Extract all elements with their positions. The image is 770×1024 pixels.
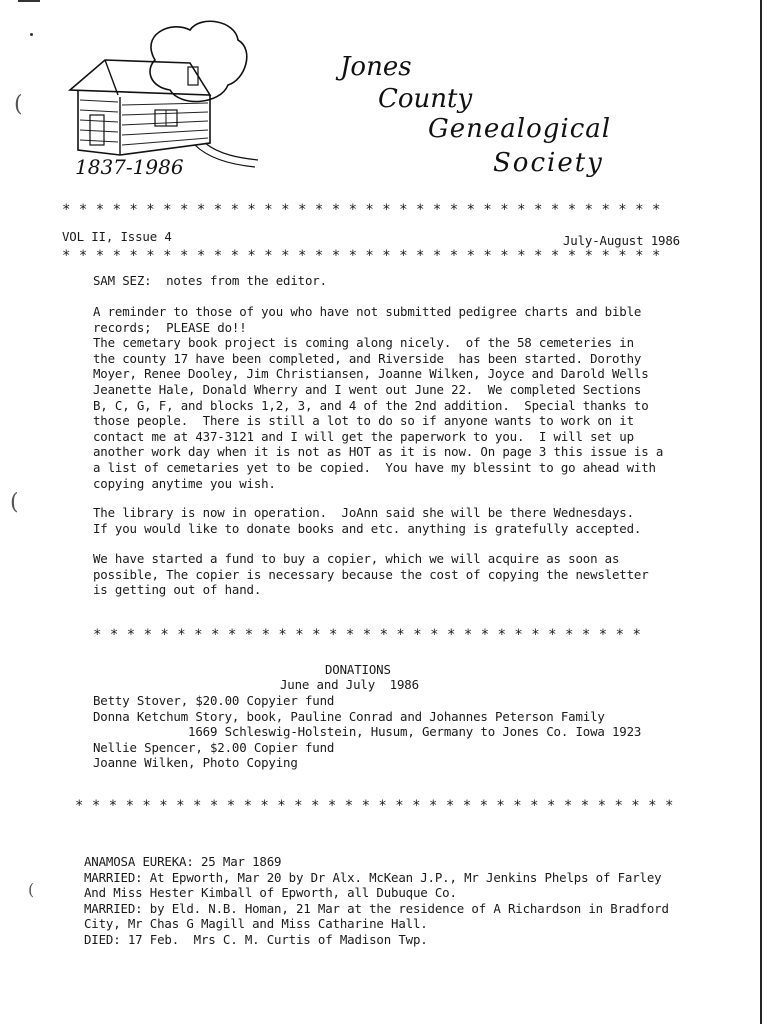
- society-title-line-1: Jones: [340, 52, 412, 82]
- eureka-line: MARRIED: At Epworth, Mar 20 by Dr Alx. McKean J.P., Mr Jenkins Phelps of Farley: [84, 869, 662, 885]
- donation-entry: Nellie Spencer, $2.00 Copier fund: [93, 739, 335, 755]
- scan-smudge: [18, 0, 40, 2]
- binder-hole-mark: (: [28, 880, 35, 899]
- donation-entry: Betty Stover, $20.00 Copyier fund: [93, 693, 335, 708]
- page-edge: [760, 0, 762, 1024]
- star-divider: * * * * * * * * * * * * * * * * * * * * * * * * * * * * * * * * *: [93, 627, 641, 643]
- binder-hole-mark: (: [14, 92, 23, 117]
- eureka-line: MARRIED: by Eld. N.B. Homan, 21 Mar at the residence of A Richardson in Bradford: [84, 900, 669, 916]
- star-divider: * * * * * * * * * * * * * * * * * * * * * * * * * * * * * * * * * * * *: [75, 798, 674, 814]
- society-title-line-4: Society: [493, 148, 604, 178]
- issue-date: July-August 1986: [563, 233, 680, 248]
- society-title-line-2: County: [378, 84, 473, 114]
- star-divider: * * * * * * * * * * * * * * * * * * * * * * * * * * * * * * * * * * * *: [62, 248, 661, 264]
- society-title-line-3: Genealogical: [428, 114, 612, 144]
- donation-entry: Joanne Wilken, Photo Copying: [93, 755, 298, 771]
- anamosa-eureka-section: [84, 854, 669, 948]
- editor-paragraph-2: The library is now in operation. JoAnn said she will be there Wednesdays. If you would like to donate books and etc. anything is gratefully accepted.: [93, 505, 642, 536]
- editor-paragraph-1: A reminder to those of you who have not submitted pedigree charts and bible records; PLEASE do!! The cemetary book project is coming along nicely. of the 58 cemeteries in the county 17 have been completed, and Riverside has been started. Dorothy Moyer, Renee Dooley, Jim Christiansen, Joanne Wilken, Joyce and Darold Wells Jeanette Hale, Donald Wherry and I went out June 22. We completed Sections B, C, G, F, and blocks 1,2, 3, and 4 of the 2nd addition. Special thanks to those people. There is still a lot to do so if anyone wants to work on it contact me at 437-3121 and I will get the paperwork to you. I will set up another work day when it is not as HOT as it is now. On page 3 this issue is a a list of cemetaries yet to be copied. You have my blessint to go ahead with copying anytime you wish.: [93, 304, 664, 491]
- editor-paragraph-3: We have started a fund to buy a copier, which we will acquire as soon as possible, The copier is necessary because the cost of copying the newsletter is getting out of hand.: [93, 551, 649, 598]
- star-divider: * * * * * * * * * * * * * * * * * * * * * * * * * * * * * * * * * * * *: [62, 202, 661, 218]
- donations-subtitle: June and July 1986: [280, 677, 419, 692]
- eureka-line: And Miss Hester Kimball of Epworth, all Dubuque Co.: [84, 885, 457, 901]
- eureka-line: City, Mr Chas G Magill and Miss Catharine Hall.: [84, 916, 428, 932]
- volume-issue: VOL II, Issue 4: [62, 229, 172, 244]
- eureka-line: ANAMOSA EUREKA: 25 Mar 1869: [84, 854, 282, 869]
- donations-list: [93, 693, 641, 771]
- editor-heading: SAM SEZ: notes from the editor.: [93, 273, 327, 288]
- eureka-line: DIED: 17 Feb. Mrs C. M. Curtis of Madison Twp.: [84, 931, 428, 947]
- founding-years: 1837-1986: [75, 155, 184, 179]
- scan-smudge: [30, 33, 33, 36]
- donation-entry: Donna Ketchum Story, book, Pauline Conrad and Johannes Peterson Family: [93, 708, 605, 724]
- donation-entry: 1669 Schleswig-Holstein, Husum, Germany to Jones Co. Iowa 1923: [93, 724, 642, 740]
- donations-title: DONATIONS: [325, 662, 391, 677]
- binder-hole-mark: (: [10, 490, 19, 515]
